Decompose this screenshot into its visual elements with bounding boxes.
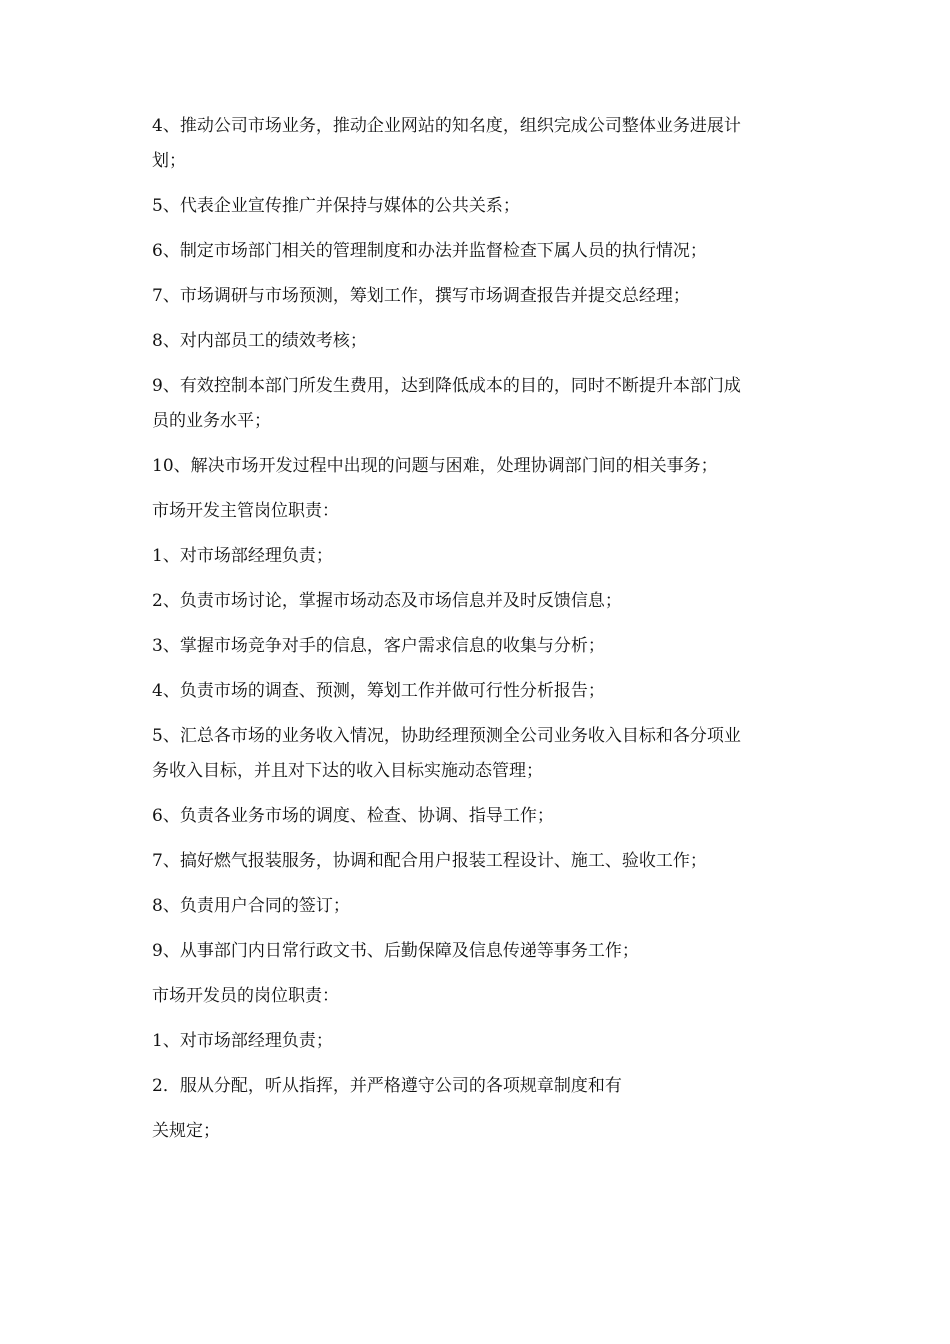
paragraph-line: 1、对市场部经理负责； (152, 1031, 333, 1051)
paragraph-line: 2．服从分配，听从指挥，并严格遵守公司的各项规章制度和有 (152, 1076, 622, 1096)
paragraph-line: 1、对市场部经理负责； (152, 546, 333, 566)
paragraph-line: 4、负责市场的调查、预测，筹划工作并做可行性分析报告； (152, 681, 605, 701)
document-body (152, 118, 832, 1168)
paragraph-line: 6、负责各业务市场的调度、检查、协调、指导工作； (152, 806, 554, 826)
paragraph-line: 5、代表企业宣传推广并保持与媒体的公共关系； (152, 196, 520, 216)
paragraph-line: 7、市场调研与市场预测，筹划工作，撰写市场调查报告并提交总经理； (152, 286, 690, 306)
paragraph-line: 5、汇总各市场的业务收入情况，协助经理预测全公司业务收入目标和各分项业 (152, 726, 741, 746)
paragraph-line: 2、负责市场讨论，掌握市场动态及市场信息并及时反馈信息； (152, 591, 622, 611)
paragraph-line: 关规定； (152, 1121, 220, 1141)
paragraph-line: 9、有效控制本部门所发生费用，达到降低成本的目的，同时不断提升本部门成 (152, 376, 741, 396)
paragraph-line: 8、负责用户合同的签订； (152, 896, 350, 916)
paragraph-line: 员的业务水平； (152, 411, 271, 431)
paragraph-line: 3、掌握市场竞争对手的信息，客户需求信息的收集与分析； (152, 636, 605, 656)
section-heading: 市场开发员的岗位职责： (152, 986, 339, 1006)
paragraph-line: 8、对内部员工的绩效考核； (152, 331, 367, 351)
paragraph-line: 6、制定市场部门相关的管理制度和办法并监督检查下属人员的执行情况； (152, 241, 707, 261)
paragraph-line: 划； (152, 151, 186, 171)
paragraph-line: 7、搞好燃气报装服务，协调和配合用户报装工程设计、施工、验收工作； (152, 851, 707, 871)
paragraph-line: 9、从事部门内日常行政文书、后勤保障及信息传递等事务工作； (152, 941, 639, 961)
section-heading: 市场开发主管岗位职责： (152, 501, 339, 521)
paragraph-line: 4、推动公司市场业务，推动企业网站的知名度，组织完成公司整体业务进展计 (152, 116, 741, 136)
paragraph-line: 10、解决市场开发过程中出现的问题与困难，处理协调部门间的相关事务； (152, 456, 718, 476)
paragraph-line: 务收入目标，并且对下达的收入目标实施动态管理； (152, 761, 543, 781)
